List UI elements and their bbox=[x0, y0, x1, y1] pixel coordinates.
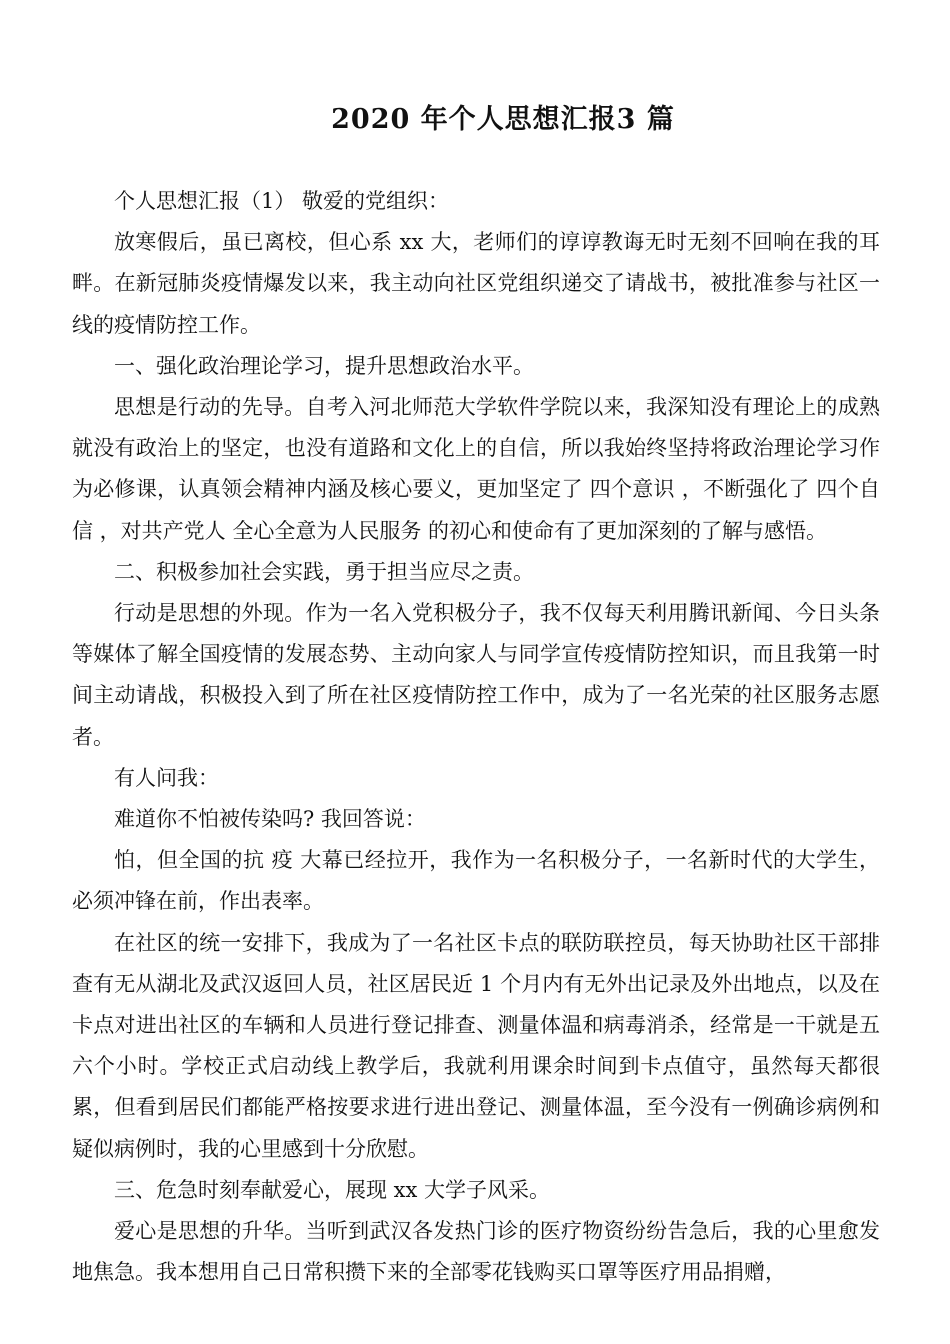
paragraph: 难道你不怕被传染吗? 我回答说： bbox=[114, 807, 426, 832]
section-heading: 二、积极参加社会实践，勇于担当应尽之责。 bbox=[114, 559, 534, 584]
paragraph: 放寒假后，虽已离校，但心系 xx 大，老师们的谆谆教诲无时无刻不回响在我的耳畔。在新冠肺炎疫情爆发以来，我主动向社区党组织递交了请战书，被批准参与社区一线的疫情防控工作。 bbox=[72, 230, 880, 337]
paragraph: 爱心是思想的升华。当听到武汉各发热门诊的医疗物资纷纷告急后，我的心里愈发地焦急。我本想用自己日常积攒下来的全部零花钱购买口罩等医疗用品捐赠， bbox=[72, 1219, 880, 1285]
paragraph: 行动是思想的外现。作为一名入党积极分子，我不仅每天利用腾讯新闻、今日头条等媒体了解全国疫情的发展态势、主动向家人与同学宣传疫情防控知识，而且我第一时间主动请战，积极投入到了所在社区疫情防控工作中，成为了一名光荣的社区服务志愿者。 bbox=[72, 601, 880, 749]
section-heading: 三、危急时刻奉献爱心，展现 xx 大学子风采。 bbox=[114, 1177, 551, 1202]
paragraph-salutation: 个人思想汇报（1） 敬爱的党组织： bbox=[114, 189, 450, 213]
document-body bbox=[72, 181, 880, 1293]
section-heading: 一、强化政治理论学习，提升思想政治水平。 bbox=[114, 353, 534, 378]
document-title: 2020 年个人思想汇报3 篇 bbox=[331, 104, 675, 135]
paragraph: 在社区的统一安排下，我成为了一名社区卡点的联防联控员，每天协助社区干部排查有无从湖北及武汉返回人员，社区居民近 1 个月内有无外出记录及外出地点，以及在卡点对进出社区的车辆和人员进行登记排查、测量体温和病毒消杀，经常是一干就是五六个小时。学校正式启动线上教学后，我就利用课余时间到卡点值守，虽然每天都很累，但看到居民们都能严格按要求进行进出登记、测量体温，至今没有一例确诊病例和疑似病例时，我的心里感到十分欣慰。 bbox=[72, 930, 880, 1161]
paragraph: 怕，但全国的抗 疫 大幕已经拉开，我作为一名积极分子，一名新时代的大学生，必须冲锋在前，作出表率。 bbox=[72, 848, 880, 914]
paragraph: 有人问我： bbox=[114, 765, 219, 790]
paragraph: 思想是行动的先导。自考入河北师范大学软件学院以来，我深知没有理论上的成熟就没有政治上的坚定，也没有道路和文化上的自信，所以我始终坚持将政治理论学习作为必修课，认真领会精神内涵及核心要义，更加坚定了 四个意识 ，不断强化了 四个自信 ，对共产党人 全心全意为人民服务 的初心和使命有了更加深刻的了解与感悟。 bbox=[72, 395, 880, 543]
